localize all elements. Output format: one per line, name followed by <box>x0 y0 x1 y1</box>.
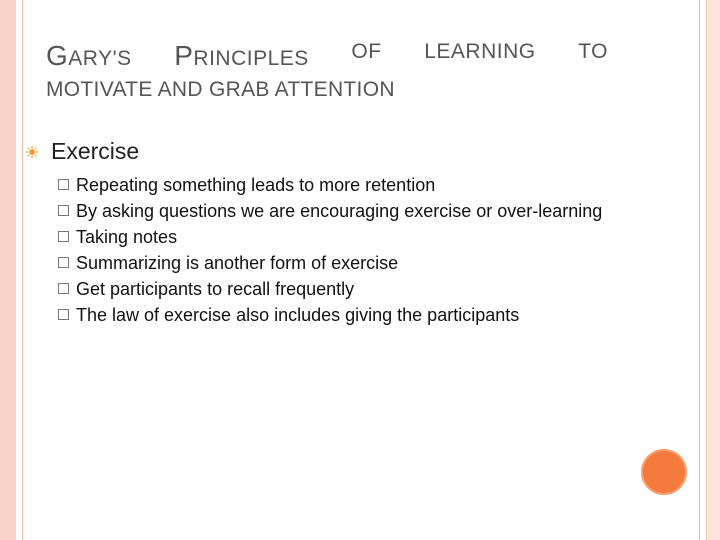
right-frame-line-outer <box>706 0 707 540</box>
left-border-band <box>0 0 16 540</box>
list-item: Repeating something leads to more retention <box>56 172 680 198</box>
checkbox-bullet-icon <box>58 231 69 242</box>
title-word-of: OF <box>351 40 382 63</box>
main-bullet-label: Exercise <box>51 138 140 164</box>
checkbox-bullet-icon <box>58 309 69 320</box>
title-word-principles: PRINCIPLES <box>174 40 309 71</box>
title-line-1 <box>46 40 608 72</box>
title-word-to: TO <box>578 40 608 63</box>
checkbox-bullet-icon <box>58 179 69 190</box>
sun-bullet-icon <box>26 146 38 158</box>
checkbox-bullet-icon <box>58 283 69 294</box>
right-frame-line <box>699 0 700 540</box>
checkbox-bullet-icon <box>58 257 69 268</box>
sub-bullet-list <box>56 172 680 328</box>
list-item: By asking questions we are encouraging exercise or over-learning <box>56 198 680 224</box>
title-word-garys: GARY'S <box>46 40 132 71</box>
list-item: Taking notes <box>56 224 680 250</box>
list-item: The law of exercise also includes giving the participants <box>56 302 680 328</box>
title-line-2: MOTIVATE AND GRAB ATTENTION <box>46 78 395 101</box>
list-item: Summarizing is another form of exercise <box>56 250 680 276</box>
slide-title <box>46 40 676 102</box>
decorative-orange-circle <box>641 449 687 495</box>
left-frame-line <box>22 0 23 540</box>
title-word-learning: LEARNING <box>424 40 536 63</box>
list-item: Get participants to recall frequently <box>56 276 680 302</box>
main-bullet <box>26 138 139 165</box>
checkbox-bullet-icon <box>58 205 69 216</box>
right-border-band <box>708 0 720 540</box>
